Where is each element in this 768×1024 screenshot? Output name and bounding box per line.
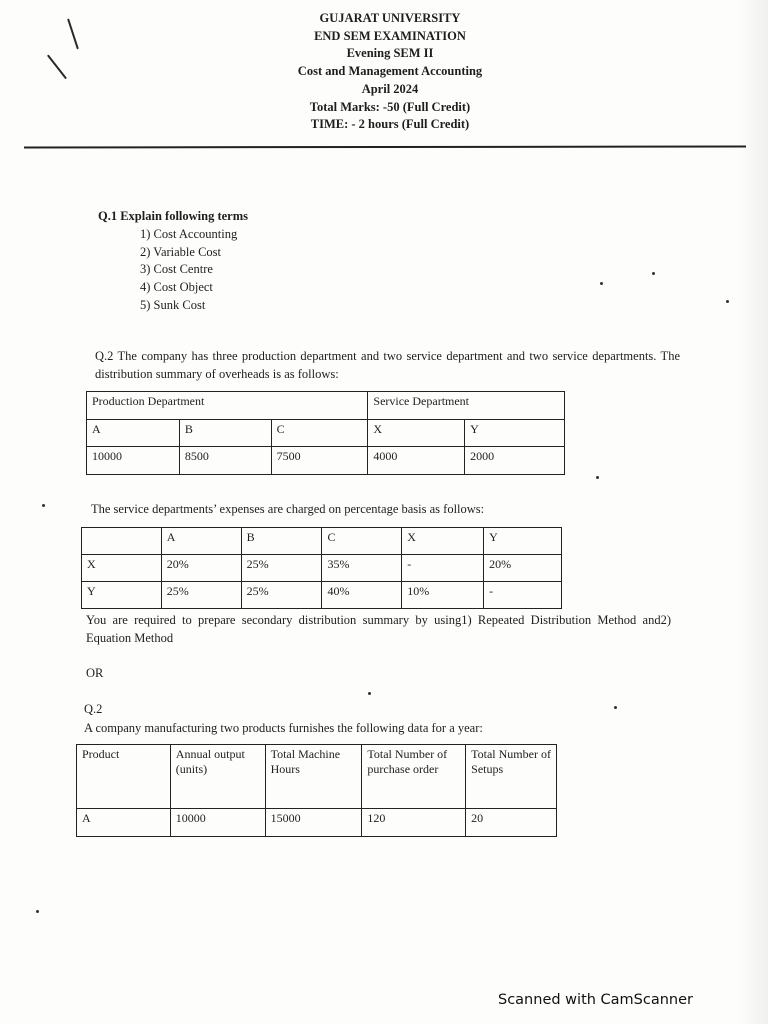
table-cell: - [484,582,562,609]
table-cell: 10000 [87,447,180,475]
scan-speck [726,300,729,303]
table-cell: - [402,555,484,582]
table-cell: 8500 [179,447,271,475]
list-item: 5) Sunk Cost [140,297,206,312]
table-cell: 25% [241,582,322,609]
table-header-cell: Total Machine Hours [265,745,362,809]
table-group-header: Production Department [87,392,368,420]
question-1 [98,208,248,315]
exam-header [240,10,540,134]
table-header-cell: X [368,420,465,447]
question-2-alt-intro: A company manufacturing two products furnishes the following data for a year: [84,721,483,735]
question-2-intro: Q.2 The company has three production department and two service department and two service departments. The distribution summary of overheads is as follows: [95,349,680,381]
session: Evening SEM II [346,46,434,61]
list-item: 1) Cost Accounting [140,226,238,241]
table-header-cell: C [322,528,402,555]
table-cell: 35% [322,555,402,582]
service-charge-table [81,527,562,609]
scan-speck [42,504,45,507]
scan-speck [600,282,603,285]
table-cell: 2000 [465,447,565,475]
table-row [87,447,565,475]
table-row [77,809,557,837]
list-item: 4) Cost Object [140,280,213,295]
overhead-distribution-table [86,391,565,475]
scan-speck [652,272,655,275]
product-data-table [76,744,557,837]
question-1-title: Q.1 Explain following terms [98,209,249,223]
table-header-cell: A [87,420,180,447]
table-header-cell: B [179,420,271,447]
university-name: GUJARAT UNIVERSITY [319,11,461,25]
table-cell: 20 [466,809,557,837]
scanner-watermark: Scanned with CamScanner [498,992,694,1008]
table-cell: Y [82,582,162,609]
percentage-basis-text: The service departments’ expenses are charged on percentage basis as follows: [91,502,485,516]
table-header-cell [82,528,162,555]
table-header-cell: C [271,420,368,447]
table-cell: 25% [161,582,241,609]
subject: Cost and Management Accounting [297,64,483,79]
table-cell: 40% [322,582,402,609]
scan-speck [596,476,599,479]
table-header-cell: Product [77,745,171,809]
required-text: You are required to prepare secondary distribution summary by using1) Repeated Distribution Method and2) Equation Method [86,613,671,645]
scan-speck [368,692,371,695]
table-row [82,555,562,582]
table-cell: A [77,809,171,837]
table-group-header: Service Department [368,392,565,420]
table-cell: X [82,555,162,582]
exam-date: April 2024 [361,81,419,96]
table-cell: 15000 [265,809,362,837]
exam-name: END SEM EXAMINATION [314,28,466,43]
exam-time: TIME: - 2 hours (Full Credit) [310,117,470,132]
table-header-cell: Total Number of Setups [466,745,557,809]
pen-mark [47,55,67,80]
question-2-alt-title: Q.2 [84,702,103,716]
table-cell: 10% [402,582,484,609]
table-cell: 7500 [271,447,368,475]
table-header-cell: Annual output (units) [170,745,265,809]
scan-speck [614,706,617,709]
scan-speck [36,910,39,913]
table-cell: 20% [161,555,241,582]
list-item: 3) Cost Centre [140,262,213,277]
table-row [82,582,562,609]
table-cell: 20% [484,555,562,582]
total-marks: Total Marks: -50 (Full Credit) [309,99,471,114]
header-divider [24,145,746,148]
table-header-cell: A [161,528,241,555]
table-cell: 4000 [368,447,465,475]
table-header-cell: Y [465,420,565,447]
list-item: 2) Variable Cost [140,244,222,259]
page-edge-shadow [738,0,768,1024]
table-header-cell: Y [484,528,562,555]
table-cell: 120 [362,809,466,837]
table-header-cell: Total Number of purchase order [362,745,466,809]
table-header-cell: X [402,528,484,555]
table-cell: 10000 [170,809,265,837]
table-header-cell: B [241,528,322,555]
table-cell: 25% [241,555,322,582]
or-separator: OR [86,666,104,680]
pen-mark [67,19,78,50]
